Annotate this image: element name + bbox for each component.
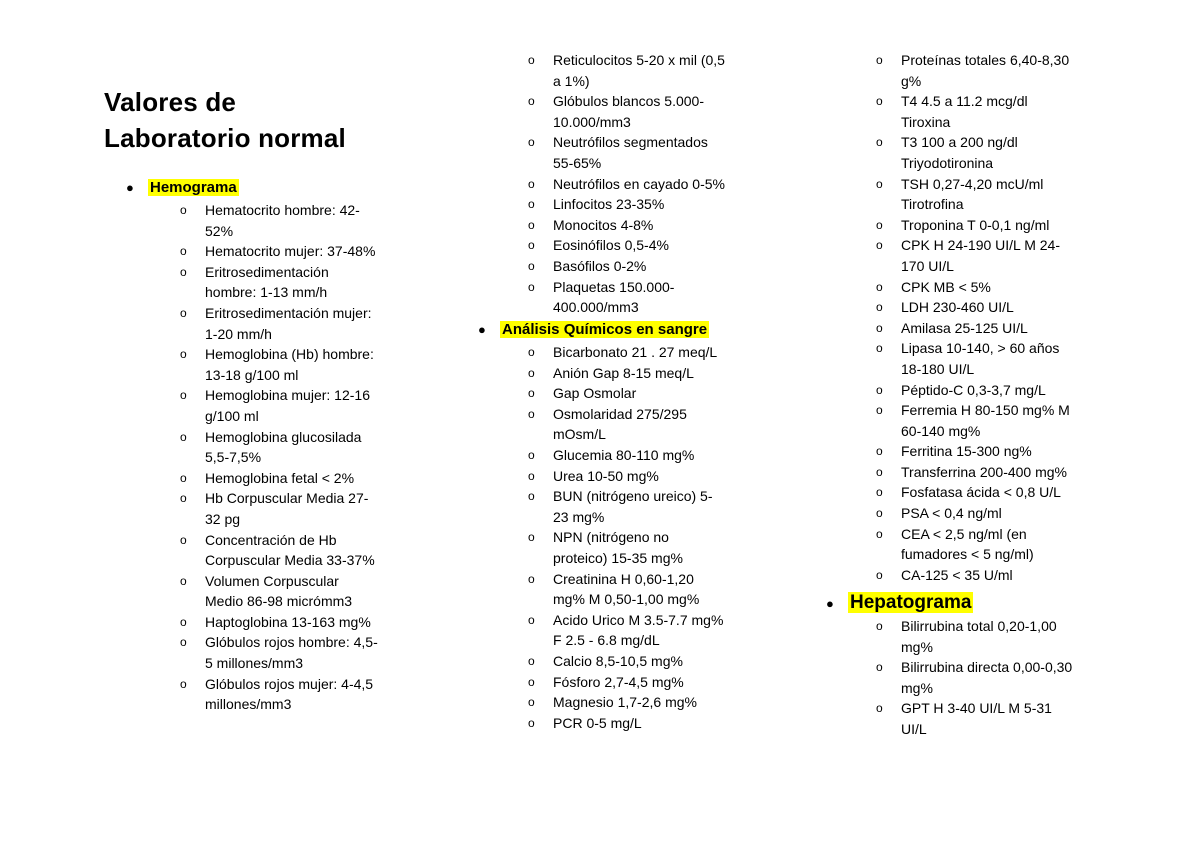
list-item-text: Urea 10-50 mg% <box>553 467 659 484</box>
list-item <box>526 692 766 713</box>
list-item-text: Anión Gap 8-15 meq/L <box>553 364 694 381</box>
section-title-hepatograma: Hepatograma <box>850 592 972 613</box>
hollow-circle-icon: o <box>876 382 883 397</box>
list-item-text: Glóbulos rojos mujer: 4-4,5 <box>205 675 374 692</box>
hollow-circle-icon: o <box>180 388 187 403</box>
hollow-circle-icon: o <box>180 614 187 629</box>
list-col3-quimicos <box>874 50 1114 585</box>
list-item-text: mg% M 0,50-1,00 mg% <box>553 591 700 608</box>
hollow-circle-icon: o <box>876 300 883 315</box>
hollow-circle-icon: o <box>876 526 883 541</box>
list-item <box>526 651 766 672</box>
list-item-text: Eritrosedimentación mujer: <box>205 304 372 321</box>
list-item-text: T3 100 a 200 ng/dl <box>901 134 1018 151</box>
hollow-circle-icon: o <box>876 701 883 716</box>
list-item <box>178 632 410 673</box>
list-item-text: proteico) 15-35 mg% <box>553 549 683 566</box>
list-item-text: Magnesio 1,7-2,6 mg% <box>553 694 697 711</box>
list-item-text: CEA < 2,5 ng/ml (en <box>901 525 1027 542</box>
list-item <box>874 441 1114 462</box>
hollow-circle-icon: o <box>528 386 535 401</box>
section-title-quimicos: Análisis Químicos en sangre <box>502 321 708 338</box>
list-item-text: Triyodotironina <box>901 154 994 171</box>
hollow-circle-icon: o <box>528 695 535 710</box>
hollow-circle-icon: o <box>528 674 535 689</box>
hollow-circle-icon: o <box>876 660 883 675</box>
hollow-circle-icon: o <box>180 347 187 362</box>
list-item-text: T4 4.5 a 11.2 mcg/dl <box>901 93 1028 110</box>
list-item <box>526 50 766 91</box>
section-quimicos <box>478 320 709 340</box>
list-item-text: Proteínas totales 6,40-8,30 <box>901 52 1070 68</box>
list-item-text: Fósforo 2,7-4,5 mg% <box>553 673 684 690</box>
page-title <box>104 84 346 156</box>
hollow-circle-icon: o <box>180 264 187 279</box>
list-item-text: 60-140 mg% <box>901 422 981 439</box>
list-item <box>526 277 766 318</box>
hollow-circle-icon: o <box>528 653 535 668</box>
list-item <box>526 445 766 466</box>
list-item <box>178 530 410 571</box>
section-title-hemograma: Hemograma <box>150 179 237 196</box>
list-item <box>526 527 766 568</box>
list-item <box>874 50 1114 91</box>
list-item <box>526 91 766 132</box>
list-item <box>526 174 766 195</box>
hollow-circle-icon: o <box>180 305 187 320</box>
list-item-text: Plaquetas 150.000- <box>553 278 675 295</box>
hollow-circle-icon: o <box>528 53 535 67</box>
list-item <box>178 571 410 612</box>
list-item <box>874 400 1114 441</box>
list-item <box>178 344 410 385</box>
list-item <box>178 488 410 529</box>
hollow-circle-icon: o <box>876 444 883 459</box>
list-item-text: UI/L <box>901 720 927 737</box>
list-item <box>178 427 410 468</box>
hollow-circle-icon: o <box>528 345 535 359</box>
list-item <box>526 194 766 215</box>
hollow-circle-icon: o <box>180 676 187 691</box>
section-hepatograma <box>826 593 973 614</box>
list-col2-quimicos <box>526 342 766 733</box>
list-item-text: Reticulocitos 5-20 x mil (0,5 <box>553 52 725 68</box>
list-item-text: Lipasa 10-140, > 60 años <box>901 340 1060 357</box>
list-item <box>178 674 410 715</box>
list-item-text: CPK H 24-190 UI/L M 24- <box>901 237 1060 254</box>
list-item-text: Glóbulos rojos hombre: 4,5- <box>205 634 378 651</box>
hollow-circle-icon: o <box>876 53 883 67</box>
list-item <box>526 713 766 734</box>
hollow-circle-icon: o <box>528 571 535 586</box>
hollow-circle-icon: o <box>528 489 535 504</box>
list-item-text: Monocitos 4-8% <box>553 216 654 233</box>
list-item <box>874 380 1114 401</box>
list-item-text: Linfocitos 23-35% <box>553 196 665 213</box>
hollow-circle-icon: o <box>528 217 535 232</box>
hollow-circle-icon: o <box>876 135 883 150</box>
list-item-text: Tirotrofina <box>901 196 964 213</box>
hollow-circle-icon: o <box>180 532 187 547</box>
list-item-text: Calcio 8,5-10,5 mg% <box>553 652 683 669</box>
list-item-text: Neutrófilos segmentados <box>553 134 708 151</box>
list-item <box>874 524 1114 565</box>
hollow-circle-icon: o <box>180 203 187 217</box>
list-item-text: 32 pg <box>205 510 241 527</box>
list-item-text: CA-125 < 35 U/ml <box>901 566 1013 583</box>
list-item <box>526 256 766 277</box>
list-item-text: Hemoglobina mujer: 12-16 <box>205 387 370 404</box>
list-item-text: Troponina T 0-0,1 ng/ml <box>901 216 1050 233</box>
list-item-text: BUN (nitrógeno ureico) 5- <box>553 488 713 505</box>
hollow-circle-icon: o <box>876 176 883 191</box>
list-item-text: Gap Osmolar <box>553 385 637 402</box>
hollow-circle-icon: o <box>876 94 883 109</box>
list-item <box>874 277 1114 298</box>
list-item <box>526 363 766 384</box>
hollow-circle-icon: o <box>528 612 535 627</box>
list-item-text: 10.000/mm3 <box>553 113 631 130</box>
list-item-text: 5,5-7,5% <box>205 449 262 466</box>
list-item-text: F 2.5 - 6.8 mg/dL <box>553 632 660 649</box>
list-item-text: Tiroxina <box>901 113 951 130</box>
list-item-text: mOsm/L <box>553 426 606 443</box>
hollow-circle-icon: o <box>528 94 535 109</box>
list-item <box>526 569 766 610</box>
list-item <box>874 91 1114 132</box>
list-item-text: g/100 ml <box>205 407 259 424</box>
hollow-circle-icon: o <box>528 279 535 294</box>
hollow-circle-icon: o <box>528 406 535 421</box>
list-item <box>874 462 1114 483</box>
list-item-text: Hematocrito hombre: 42- <box>205 202 360 218</box>
hollow-circle-icon: o <box>876 485 883 500</box>
list-item-text: fumadores < 5 ng/ml) <box>901 546 1034 563</box>
hollow-circle-icon: o <box>876 506 883 521</box>
list-item-text: 55-65% <box>553 154 602 171</box>
list-item-text: Volumen Corpuscular <box>205 572 339 589</box>
hollow-circle-icon: o <box>528 468 535 483</box>
hollow-circle-icon: o <box>876 217 883 232</box>
hollow-circle-icon: o <box>528 447 535 462</box>
hollow-circle-icon: o <box>528 258 535 273</box>
filled-circle-icon: ● <box>478 322 486 337</box>
section-hemograma <box>126 178 239 198</box>
list-item <box>526 486 766 527</box>
list-item <box>874 174 1114 215</box>
list-item-text: 170 UI/L <box>901 257 954 274</box>
list-item-text: 52% <box>205 222 234 239</box>
hollow-circle-icon: o <box>180 491 187 506</box>
list-item <box>178 262 410 303</box>
list-item-text: 400.000/mm3 <box>553 299 639 316</box>
list-item <box>526 466 766 487</box>
list-item <box>178 612 410 633</box>
list-item-text: Acido Urico M 3.5-7.7 mg% <box>553 611 724 628</box>
hollow-circle-icon: o <box>876 464 883 479</box>
list-item <box>526 404 766 445</box>
page-title-line-2: Laboratorio normal <box>104 123 346 153</box>
hollow-circle-icon: o <box>528 715 535 730</box>
list-item-text: g% <box>901 72 922 89</box>
list-item-text: Hemoglobina glucosilada <box>205 428 362 445</box>
hollow-circle-icon: o <box>180 429 187 444</box>
list-item-text: a 1%) <box>553 72 590 89</box>
hollow-circle-icon: o <box>180 470 187 485</box>
hollow-circle-icon: o <box>876 619 883 633</box>
list-item-text: Corpuscular Media 33-37% <box>205 552 375 569</box>
hollow-circle-icon: o <box>876 341 883 356</box>
list-item <box>178 241 410 262</box>
list-item-text: 1-20 mm/h <box>205 325 272 342</box>
hollow-circle-icon: o <box>528 365 535 380</box>
hollow-circle-icon: o <box>528 197 535 212</box>
list-item <box>874 657 1114 698</box>
list-item <box>526 132 766 173</box>
hollow-circle-icon: o <box>876 320 883 335</box>
hollow-circle-icon: o <box>528 176 535 191</box>
hollow-circle-icon: o <box>180 244 187 259</box>
list-item-text: Bilirrubina total 0,20-1,00 <box>901 618 1057 634</box>
list-item-text: Ferritina 15-300 ng% <box>901 443 1032 460</box>
list-item-text: Haptoglobina 13-163 mg% <box>205 613 371 630</box>
list-item-text: LDH 230-460 UI/L <box>901 299 1014 316</box>
list-item-text: 13-18 g/100 ml <box>205 366 299 383</box>
list-item <box>178 303 410 344</box>
list-item-text: CPK MB < 5% <box>901 278 991 295</box>
list-item <box>178 468 410 489</box>
hollow-circle-icon: o <box>876 238 883 253</box>
list-item <box>178 385 410 426</box>
list-item-text: Hemoglobina fetal < 2% <box>205 469 355 486</box>
list-item-text: Eritrosedimentación <box>205 263 329 280</box>
list-item-text: Medio 86-98 micrómm3 <box>205 593 353 610</box>
list-item-text: Concentración de Hb <box>205 531 337 548</box>
hollow-circle-icon: o <box>876 279 883 294</box>
list-item <box>874 318 1114 339</box>
list-item-text: Glóbulos blancos 5.000- <box>553 93 704 110</box>
filled-circle-icon: ● <box>826 596 834 611</box>
list-item-text: mg% <box>901 638 933 655</box>
list-col2-hemograma <box>526 50 766 318</box>
list-item-text: Fosfatasa ácida < 0,8 U/L <box>901 484 1061 501</box>
list-item-text: Basófilos 0-2% <box>553 257 647 274</box>
list-item <box>874 297 1114 318</box>
list-item <box>874 482 1114 503</box>
list-item <box>178 200 410 241</box>
hollow-circle-icon: o <box>528 238 535 253</box>
list-item <box>874 616 1114 657</box>
list-item <box>874 503 1114 524</box>
filled-circle-icon: ● <box>126 180 134 195</box>
list-item-text: 23 mg% <box>553 508 605 525</box>
list-col3-hepatograma <box>874 616 1114 740</box>
hollow-circle-icon: o <box>528 135 535 150</box>
list-item <box>874 132 1114 173</box>
list-item <box>874 235 1114 276</box>
hollow-circle-icon: o <box>876 403 883 418</box>
list-item <box>526 672 766 693</box>
list-item-text: Amilasa 25-125 UI/L <box>901 319 1028 336</box>
list-item-text: Péptido-C 0,3-3,7 mg/L <box>901 381 1046 398</box>
hollow-circle-icon: o <box>528 530 535 545</box>
list-item-text: NPN (nitrógeno no <box>553 529 669 546</box>
list-item-text: Glucemia 80-110 mg% <box>553 446 695 463</box>
list-item <box>874 698 1114 739</box>
list-item-text: Hb Corpuscular Media 27- <box>205 490 369 507</box>
list-item-text: GPT H 3-40 UI/L M 5-31 <box>901 700 1052 717</box>
list-item-text: PCR 0-5 mg/L <box>553 714 642 731</box>
list-item-text: Eosinófilos 0,5-4% <box>553 237 669 254</box>
list-item <box>874 338 1114 379</box>
list-item <box>526 342 766 363</box>
list-item-text: 18-180 UI/L <box>901 360 975 377</box>
list-item-text: Ferremia H 80-150 mg% M <box>901 402 1070 419</box>
list-item-text: Osmolaridad 275/295 <box>553 405 687 422</box>
list-item-text: TSH 0,27-4,20 mcU/ml <box>901 175 1044 192</box>
list-item <box>526 235 766 256</box>
hollow-circle-icon: o <box>180 635 187 650</box>
list-item <box>526 610 766 651</box>
list-item <box>874 565 1114 586</box>
list-item-text: hombre: 1-13 mm/h <box>205 284 328 301</box>
list-item-text: PSA < 0,4 ng/ml <box>901 505 1002 522</box>
list-item-text: Bilirrubina directa 0,00-0,30 <box>901 659 1073 676</box>
page-title-line-1: Valores de <box>104 87 237 117</box>
list-item-text: Neutrófilos en cayado 0-5% <box>553 175 725 192</box>
hollow-circle-icon: o <box>876 567 883 582</box>
list-item <box>874 215 1114 236</box>
list-item-text: Bicarbonato 21 . 27 meq/L <box>553 344 718 360</box>
list-item-text: Creatinina H 0,60-1,20 <box>553 570 694 587</box>
list-item-text: mg% <box>901 679 933 696</box>
list-item-text: 5 millones/mm3 <box>205 655 304 672</box>
list-item-text: Transferrina 200-400 mg% <box>901 463 1068 480</box>
hollow-circle-icon: o <box>180 573 187 588</box>
list-item <box>526 383 766 404</box>
list-item-text: millones/mm3 <box>205 696 292 713</box>
list-col1 <box>178 200 410 715</box>
list-item <box>526 215 766 236</box>
list-item-text: Hematocrito mujer: 37-48% <box>205 243 376 260</box>
list-item-text: Hemoglobina (Hb) hombre: <box>205 346 374 363</box>
